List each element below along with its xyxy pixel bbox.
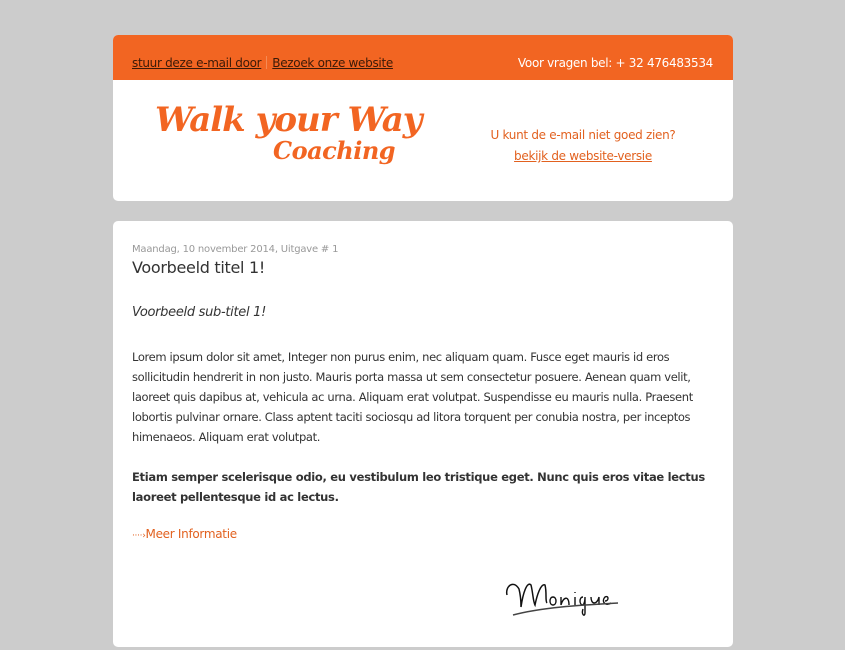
top-bar [113, 35, 733, 80]
visit-website-link[interactable]: Bezoek onze website [272, 56, 393, 70]
divider [266, 56, 267, 69]
top-links [132, 56, 393, 70]
bold-line: laoreet pellentesque id ac lectus. [132, 490, 339, 504]
arrow-icon: ····› [132, 531, 146, 541]
body-line: Lorem ipsum dolor sit amet, Integer non purus enim, nec aliquam quam. Fusce eget mauris id eros [132, 350, 670, 364]
article-card [113, 221, 733, 647]
body-line: sollicitudin hendrerit in non justo. Mauris porta massa ut sem consectetur posuere. Aenean quam velit, [132, 370, 691, 384]
body-line: himenaeos. Aliquam erat volutpat. [132, 430, 321, 444]
more-info-link[interactable]: Meer Informatie [145, 527, 237, 541]
logo-line1: Walk your Way [155, 100, 422, 140]
logo [155, 101, 422, 163]
bold-line: Etiam semper scelerisque odio, eu vestibulum leo tristique eget. Nunc quis eros vitae lectus [132, 470, 705, 484]
body-line: laoreet quis dapibus at, vehicula ac urna. Aliquam erat volutpat. Suspendisse eu mauris nulla. Praesent [132, 390, 693, 404]
view-online [463, 125, 703, 167]
view-web-version-link[interactable]: bekijk de website-versie [514, 149, 652, 163]
article-title: Voorbeeld titel 1! [132, 258, 265, 277]
article-body [132, 347, 717, 447]
view-issue-text: U kunt de e-mail niet goed zien? [490, 128, 676, 142]
signature-image [503, 573, 623, 623]
article-bold-text [132, 467, 717, 507]
header-card [113, 35, 733, 201]
body-line: lobortis pulvinar ornare. Class aptent taciti sociosqu ad litora torquent per conubia nostra, per inceptos [132, 410, 691, 424]
logo-line2: Coaching [273, 136, 396, 165]
phone-text: Voor vragen bel: + 32 476483534 [517, 56, 713, 70]
more-info [132, 527, 717, 541]
article-subtitle: Voorbeeld sub-titel 1! [132, 305, 267, 320]
forward-email-link[interactable]: stuur deze e-mail door [132, 56, 262, 70]
date-line: Maandag, 10 november 2014, Uitgave # 1 [132, 244, 339, 255]
